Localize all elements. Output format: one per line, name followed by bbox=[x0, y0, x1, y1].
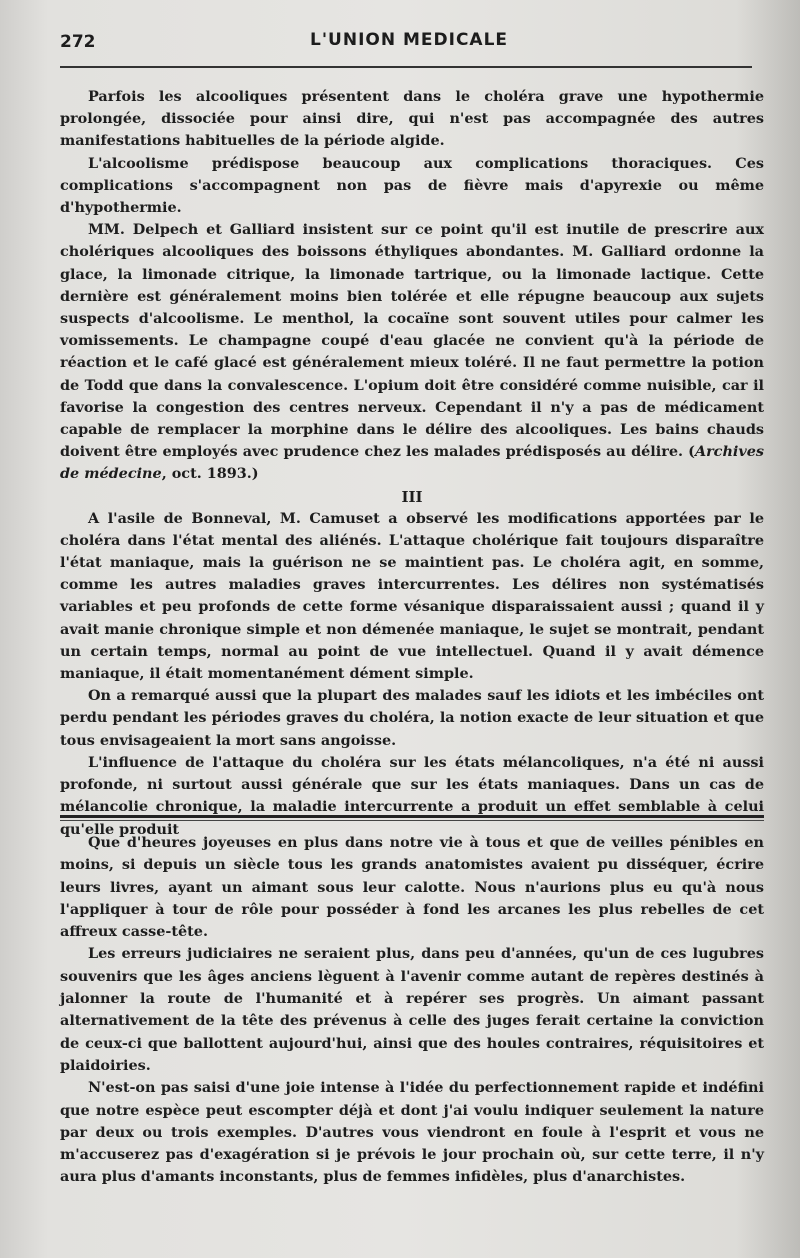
article-paragraph bbox=[60, 219, 764, 485]
section-number: III bbox=[401, 487, 423, 506]
feuilleton-paragraph: Que d'heures joyeuses en plus dans notre vie à tous et que de veilles pénibles en moins, si depuis un siècle tous les grands anatomistes avaient pu disséquer, écrire leurs livres, ayant un aimant sous leur calotte. Nous n'aurions plus eu qu'à nous l'appliquer à tour de rôle pour posséder à fond les arcanes les plus rebelles de cet affreux casse-tête. bbox=[60, 834, 764, 941]
feuilleton-divider bbox=[60, 815, 764, 821]
running-title: L'UNION MEDICALE bbox=[310, 30, 509, 50]
article-paragraph-text: MM. Delpech et Galliard insistent sur ce point qu'il est inutile de prescrire aux cholériques alcooliques des boissons éthyliques abondantes. M. Galliard ordonne la glace, la limonade citrique, la limonade tartrique, ou la limonade lactique. Cette dernière est généralement moins bien tolérée et elle répugne beaucoup aux sujets suspects d'alcoolisme. Le menthol, la cocaïne sont souvent utiles pour calmer les vomissements. Le champagne coupé d'eau glacée ne convient qu'à la période de réaction et le café glacé est généralement mieux toléré. Il ne faut permettre la potion de Todd que dans la convalescence. L'opium doit être considéré comme nuisible, car il favorise la congestion des centres nerveux. Cependant il n'y a pas de médicament capable de remplacer la morphine dans le délire des alcooliques. Les bains chauds doivent être employés avec prudence chez les malades prédisposés au délire. bbox=[60, 221, 764, 461]
page-number: 272 bbox=[60, 32, 96, 52]
article-paragraph: L'alcoolisme prédispose beaucoup aux complications thoraciques. Ces complications s'accompagnent non pas de fièvre mais d'apyrexie ou même d'hypothermie. bbox=[60, 154, 764, 217]
feuilleton bbox=[60, 832, 764, 1189]
citation-open: ( bbox=[688, 443, 695, 461]
citation-rest: , oct. 1893.) bbox=[161, 465, 259, 483]
section-paragraph: On a remarqué aussi que la plupart des malades sauf les idiots et les imbéciles ont perdu pendant les périodes graves du choléra, la notion exacte de leur situation et que tous envisageaient la mort sans angoisse. bbox=[60, 687, 764, 749]
citation-journal: Archives de médecine bbox=[60, 443, 764, 483]
section-paragraph: L'influence de l'attaque du choléra sur les états mélancoliques, n'a été ni aussi profonde, ni surtout aussi générale que sur les états maniaques. Dans un cas de mélancolie chronique, la maladie intercurrente a produit un effet semblable à celui qu'elle produit bbox=[60, 753, 764, 838]
page-header bbox=[60, 30, 760, 56]
section-paragraph: A l'asile de Bonneval, M. Camuset a observé les modifications apportées par le choléra dans l'état mental des aliénés. L'attaque cholérique fait toujours disparaître l'état maniaque, mais la guérison ne se maintient pas. Le choléra agit, en somme, comme les autres maladies graves intercurrentes. Les délires non systématisés variables et peu profonds de cette forme vésanique disparaissaient aussi ; quand il y avait manie chronique simple et non démenée maniaque, le sujet se montrait, pendant un certain temps, normal au point de vue intellectuel. Quand il y avait démence maniaque, il était momentanément dément simple. bbox=[60, 509, 764, 683]
article-paragraph: Parfois les alcooliques présentent dans le choléra grave une hypothermie prolongée, dissociée pour ainsi dire, qui n'est pas accompagnée des autres manifestations habituelles de la période algide. bbox=[60, 88, 764, 150]
article-body bbox=[60, 86, 764, 841]
header-rule bbox=[60, 66, 752, 68]
feuilleton-paragraph: N'est-on pas saisi d'une joie intense à l'idée du perfectionnement rapide et indéfini que notre espèce peut escompter déjà et dont j'ai voulu indiquer seulement la nature par deux ou trois exemples. D'autres vous viendront en foule à l'esprit et vous ne m'accuserez pas d'exagération si je prévois le jour prochain où, sur cette terre, il n'y aura plus d'amants inconstants, plus de femmes infidèles, plus d'anarchistes. bbox=[60, 1079, 764, 1186]
feuilleton-paragraph: Les erreurs judiciaires ne seraient plus, dans peu d'années, qu'un de ces lugubres souvenirs que les âges anciens lèguent à l'avenir comme autant de repères destinés à jalonner la route de l'humanité et à repérer ses progrès. Un aimant passant alternativement de la tête des prévenus à celle des juges ferait certaine la conviction de ceux-ci que ballottent aujourd'hui, ainsi que des houles contraires, réquisitoires et plaidoiries. bbox=[60, 945, 764, 1074]
